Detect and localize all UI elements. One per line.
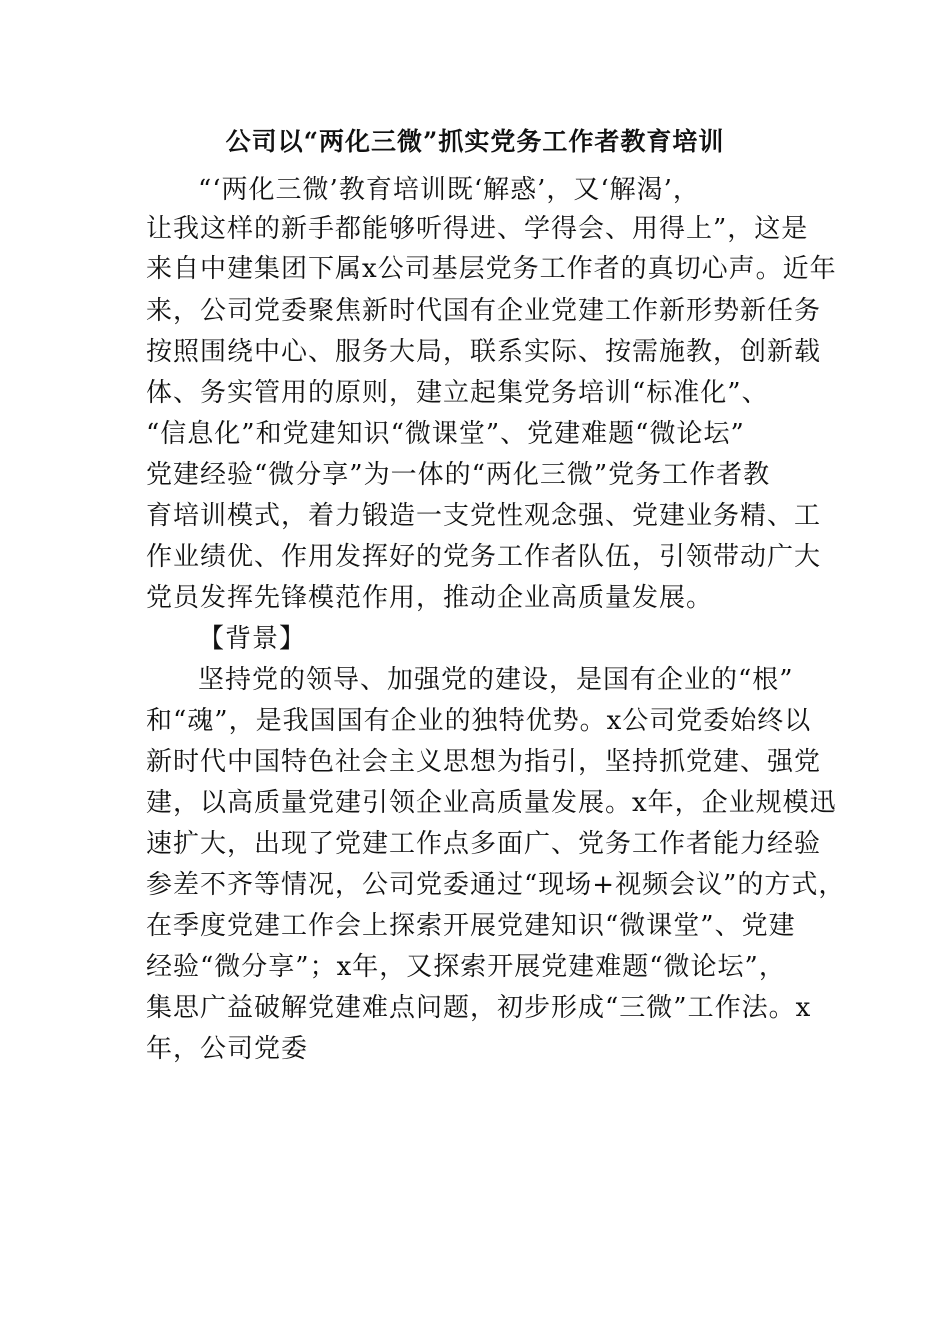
intro-line: 来自中建集团下属x公司基层党务工作者的真切心声。近年: [146, 254, 837, 284]
intro-line: 党建经验“微分享”为一体的“两化三微”党务工作者教: [146, 460, 771, 490]
background-line: 速扩大，出现了党建工作点多面广、党务工作者能力经验: [146, 829, 822, 859]
intro-line: 让我这样的新手都能够听得进、学得会、用得上”，这是: [146, 214, 809, 244]
intro-line: 按照围绕中心、服务大局，联系实际、按需施教，创新载: [146, 337, 822, 367]
background-line: 坚持党的领导、加强党的建设，是国有企业的“根”: [198, 665, 794, 695]
background-line: 经验“微分享”；x年，又探索开展党建难题“微论坛”，: [146, 952, 786, 982]
intro-line: 体、务实管用的原则，建立起集党务培训“标准化”、: [146, 378, 769, 408]
background-line: 在季度党建工作会上探索开展党建知识“微课堂”、党建: [146, 911, 796, 941]
section-heading: 【背景】: [198, 624, 307, 654]
intro-line: “‘两化三微’教育培训既‘解惑’，又‘解渴’，: [198, 175, 700, 205]
intro-line: 作业绩优、作用发挥好的党务工作者队伍，引领带动广大: [146, 542, 822, 572]
document-title: 公司以“两化三微”抓实党务工作者教育培训: [225, 127, 725, 156]
background-line: 年，公司党委: [146, 1034, 309, 1064]
background-line: 建，以高质量党建引领企业高质量发展。x年，企业规模迅: [146, 788, 837, 818]
intro-line: 党员发挥先锋模范作用，推动企业高质量发展。: [146, 583, 714, 613]
intro-line: 来，公司党委聚焦新时代国有企业党建工作新形势新任务: [146, 296, 822, 326]
background-line: 参差不齐等情况，公司党委通过“现场+视频会议”的方式，: [146, 870, 846, 900]
background-line: 新时代中国特色社会主义思想为指引，坚持抓党建、强党: [146, 747, 822, 777]
background-line: 和“魂”，是我国国有企业的独特优势。x公司党委始终以: [146, 706, 812, 736]
background-line: 集思广益破解党建难点问题，初步形成“三微”工作法。x: [146, 993, 812, 1023]
intro-line: “信息化”和党建知识“微课堂”、党建难题“微论坛”: [146, 419, 745, 449]
intro-line: 育培训模式，着力锻造一支党性观念强、党建业务精、工: [146, 501, 822, 531]
